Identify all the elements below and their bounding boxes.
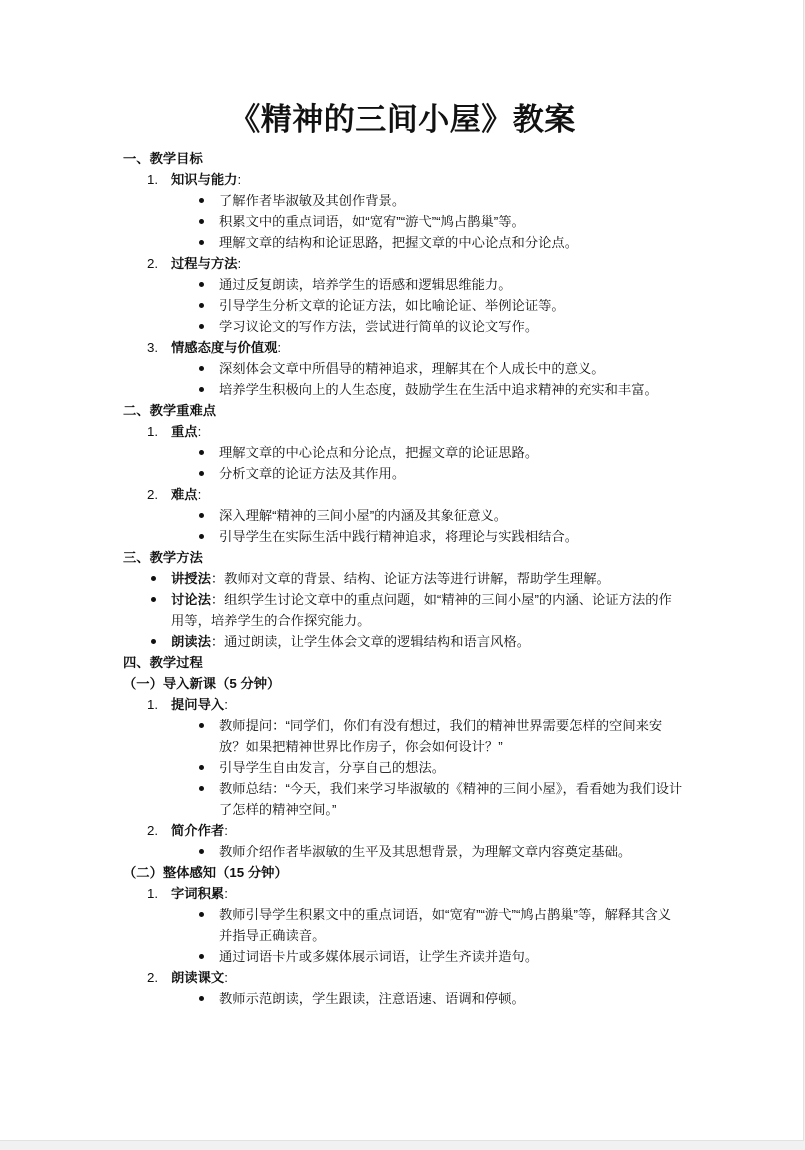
item-colon: : [197, 487, 202, 502]
item-colon: : [224, 697, 228, 712]
item-number: 1. [147, 697, 159, 712]
item-label: 重点 [171, 424, 198, 439]
bullet-item: 积累文中的重点词语，如“宽宥”“游弋”“鸠占鹊巢”等。 [123, 211, 683, 232]
document-body [123, 96, 683, 1009]
numbered-item [123, 169, 683, 190]
bullet-item: 教师示范朗读，学生跟读，注意语速、语调和停顿。 [123, 988, 683, 1009]
bullet-item: 引导学生自由发言，分享自己的想法。 [123, 757, 683, 778]
item-number: 1. [147, 886, 159, 901]
numbered-item [123, 253, 683, 274]
item-label: 朗读课文 [171, 970, 225, 985]
method-text: ：通过朗读，让学生体会文章的逻辑结构和语言风格。 [210, 634, 531, 649]
bullet-item: 通过反复朗读，培养学生的语感和逻辑思维能力。 [123, 274, 683, 295]
item-label: 简介作者 [171, 823, 225, 838]
subsection-heading: （一）导入新课（5 分钟） [123, 676, 281, 691]
item-colon: : [237, 172, 242, 187]
item-label: 提问导入 [171, 697, 225, 712]
numbered-item [123, 694, 683, 715]
method-text: ：教师对文章的背景、结构、论证方法等进行讲解，帮助学生理解。 [210, 571, 610, 586]
item-colon: : [197, 424, 202, 439]
bullet-item: 教师介绍作者毕淑敏的生平及其思想背景，为理解文章内容奠定基础。 [123, 841, 683, 862]
numbered-item [123, 967, 683, 988]
item-number: 3. [147, 340, 159, 355]
item-number: 2. [147, 487, 159, 502]
method-item [123, 589, 683, 631]
bullet-item: 深入理解“精神的三间小屋”的内涵及其象征意义。 [123, 505, 683, 526]
bullet-item: 教师引导学生积累文中的重点词语，如“宽宥”“游弋”“鸠占鹊巢”等，解释其含义并指导正确读音。 [123, 904, 683, 946]
method-label: 讨论法 [171, 592, 211, 607]
numbered-item [123, 337, 683, 358]
section-heading: 一、教学目标 [123, 151, 203, 166]
item-number: 1. [147, 172, 159, 187]
method-item [123, 568, 683, 589]
method-item [123, 631, 683, 652]
bullet-item: 理解文章的结构和论证思路，把握文章的中心论点和分论点。 [123, 232, 683, 253]
section-heading: 四、教学过程 [123, 655, 203, 670]
numbered-item [123, 883, 683, 904]
item-number: 2. [147, 970, 159, 985]
item-colon: : [237, 256, 242, 271]
item-number: 2. [147, 256, 159, 271]
item-label: 情感态度与价值观 [171, 340, 278, 355]
bullet-item: 引导学生在实际生活中践行精神追求，将理论与实践相结合。 [123, 526, 683, 547]
item-colon: : [224, 886, 228, 901]
item-label: 难点 [171, 487, 198, 502]
section-heading: 三、教学方法 [123, 550, 203, 565]
item-colon: : [277, 340, 282, 355]
bullet-item: 教师提问：“同学们，你们有没有想过，我们的精神世界需要怎样的空间来安放？如果把精神世界比作房子，你会如何设计？” [123, 715, 683, 757]
numbered-item [123, 820, 683, 841]
numbered-item [123, 421, 683, 442]
section-heading: 二、教学重难点 [123, 403, 217, 418]
item-number: 1. [147, 424, 159, 439]
bullet-item: 教师总结：“今天，我们来学习毕淑敏的《精神的三间小屋》，看看她为我们设计了怎样的精神空间。” [123, 778, 683, 820]
subsection-heading: （二）整体感知（15 分钟） [123, 865, 288, 880]
bullet-item: 学习议论文的写作方法，尝试进行简单的议论文写作。 [123, 316, 683, 337]
page-title: 《精神的三间小屋》教案 [229, 102, 576, 137]
method-text: ：组织学生讨论文章中的重点问题，如“精神的三间小屋”的内涵、论证方法的作用等，培养学生的合作探究能力。 [171, 592, 672, 628]
item-colon: : [224, 823, 228, 838]
bullet-item: 深刻体会文章中所倡导的精神追求，理解其在个人成长中的意义。 [123, 358, 683, 379]
bullet-item: 通过词语卡片或多媒体展示词语，让学生齐读并造句。 [123, 946, 683, 967]
item-number: 2. [147, 823, 159, 838]
method-label: 讲授法 [171, 571, 211, 586]
item-label: 过程与方法 [171, 256, 238, 271]
bullet-item: 培养学生积极向上的人生态度，鼓励学生在生活中追求精神的充实和丰富。 [123, 379, 683, 400]
item-label: 知识与能力 [171, 172, 238, 187]
bullet-item: 分析文章的论证方法及其作用。 [123, 463, 683, 484]
item-colon: : [224, 970, 228, 985]
bullet-item: 引导学生分析文章的论证方法，如比喻论证、举例论证等。 [123, 295, 683, 316]
numbered-item [123, 484, 683, 505]
bullet-item: 理解文章的中心论点和分论点，把握文章的论证思路。 [123, 442, 683, 463]
item-label: 字词积累 [171, 886, 225, 901]
bullet-item: 了解作者毕淑敏及其创作背景。 [123, 190, 683, 211]
method-label: 朗读法 [171, 634, 211, 649]
